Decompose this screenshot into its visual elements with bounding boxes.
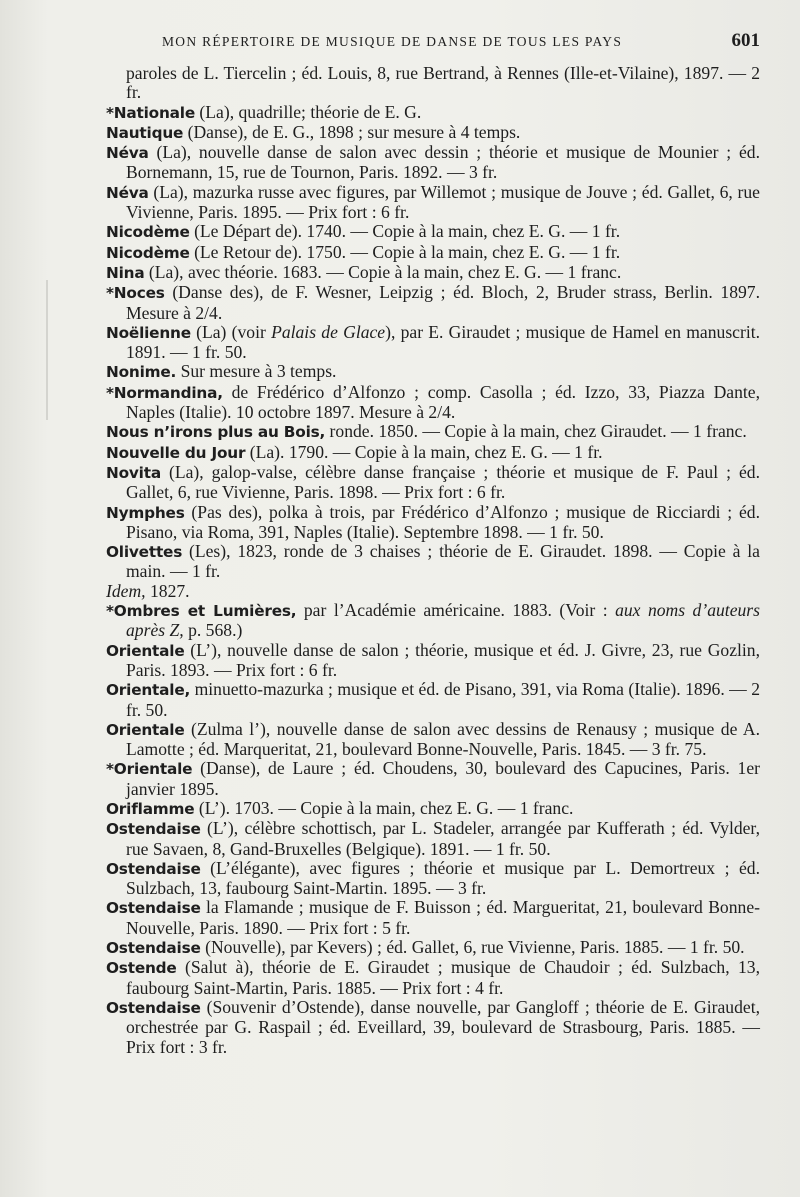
entry-text: (La), galop-valse, célèbre danse française ; théorie et musique de F. Paul ; éd. Gallet, 6, rue Vivienne, Paris. 1898. — Prix fort : 6 fr. [126, 461, 760, 503]
page-blemish [46, 280, 48, 420]
entry-text: (Souvenir d’Ostende), danse nouvelle, par Gangloff ; théorie de E. Giraudet, orchestrée par G. Raspail ; éd. Eveillard, 39, boulevard de Strasbourg, Paris. 1885. — Prix fort : 3 fr. [126, 996, 760, 1057]
entry-term: Nous n’irons plus au Bois, [106, 423, 326, 442]
dictionary-entry [106, 898, 760, 938]
entry-text: (L’élégante), avec figures ; théorie et musique par L. Demortreux ; éd. Sulzbach, 13, faubourg Saint-Martin. 1895. — 3 fr. [126, 857, 760, 899]
entry-text: (La), avec théorie. 1683. — Copie à la main, chez E. G. — 1 franc. [144, 261, 622, 282]
entry-term: *Orientale [106, 760, 193, 779]
entry-text: Sur mesure à 3 temps. [176, 361, 337, 382]
dictionary-entry [106, 503, 760, 543]
entry-text: 1827. [145, 580, 190, 601]
entry-text: ronde. 1850. — Copie à la main, chez Giraudet. — 1 franc. [325, 421, 747, 442]
entry-term: Orientale, [106, 681, 191, 700]
dictionary-entry [106, 720, 760, 760]
entry-term: Ostendaise [106, 859, 201, 878]
entry-term: Nina [106, 263, 145, 282]
entry-term: Olivettes [106, 543, 183, 562]
entry-term: Ostendaise [106, 899, 201, 918]
dictionary-entry [106, 362, 760, 382]
dictionary-entry [106, 123, 760, 143]
entry-text: de Frédérico d’Alfonzo ; comp. Casolla ; éd. Izzo, 33, Piazza Dante, Naples (Italie). 10 octobre 1897. Mesure à 2/4. [126, 381, 760, 423]
dictionary-entry [106, 263, 760, 283]
entry-text: la Flamande ; musique de F. Buisson ; éd. Margueritat, 21, boulevard Bonne-Nouvelle, Paris. 1890. — Prix fort : 5 fr. [126, 897, 760, 938]
entry-text: (Danse), de E. G., 1898 ; sur mesure à 4 temps. [183, 121, 521, 142]
entry-text: (Pas des), polka à trois, par Frédérico d’Alfonzo ; musique de Ricciardi ; éd. Pisano, via Roma, 391, Naples (Italie). Septembre 1898. — 1 fr. 50. [126, 501, 760, 542]
page-header [106, 30, 760, 64]
entry-term: Orientale [106, 720, 185, 739]
dictionary-entry [106, 283, 760, 323]
dictionary-entry [106, 383, 760, 423]
entry-text: (Salut à), théorie de E. Giraudet ; musique de Chaudoir ; éd. Sulzbach, 13, faubourg Saint-Martin, Paris. 1885. — Prix fort : 4 fr. [126, 957, 760, 998]
entry-term: Orientale [106, 641, 185, 660]
entry-text: p. 568.) [183, 620, 243, 641]
entry-term: Novita [106, 463, 161, 482]
entry-text: (Danse des), de F. Wesner, Leipzig ; éd. Bloch, 2, Bruder strass, Berlin. 1897. Mesure à 2/4. [126, 282, 760, 323]
entry-term: Oriflamme [106, 799, 195, 818]
entry-term: Nicodème [106, 243, 190, 262]
entry-term: Nymphes [106, 503, 185, 522]
entry-text: (Les), 1823, ronde de 3 chaises ; théorie de E. Giraudet. 1898. — Copie à la main. — 1 fr. [126, 541, 760, 582]
dictionary-entry [106, 799, 760, 819]
entry-italic-reference: Palais de Glace [271, 321, 386, 342]
entry-term: Ostende [106, 959, 177, 978]
entry-text: (La), nouvelle danse de salon avec dessin ; théorie et musique de Mounier ; éd. Bornemann, 15, rue de Tournon, Paris. 1892. — 3 fr. [126, 142, 760, 183]
entry-text: (La) (voir [190, 321, 272, 342]
entry-term: Noëlienne [106, 323, 191, 342]
dictionary-entry [106, 601, 760, 641]
dictionary-entry [106, 443, 760, 463]
entry-term: Nautique [106, 123, 184, 142]
dictionary-entry [106, 641, 760, 681]
dictionary-entry [106, 859, 760, 899]
dictionary-entry [106, 222, 760, 242]
page-number: 601 [731, 30, 760, 51]
dictionary-entry [106, 103, 760, 123]
dictionary-entry [106, 183, 760, 223]
entry-text: (Le Départ de). 1740. — Copie à la main, chez E. G. — 1 fr. [189, 221, 621, 242]
dictionary-entry [106, 422, 760, 442]
entry-text: (La). 1790. — Copie à la main, chez E. G. — 1 fr. [245, 441, 603, 462]
entry-term: Ostendaise [106, 939, 201, 958]
entry-term: Ostendaise [106, 820, 201, 839]
entry-italic-reference: aux noms d’auteurs après Z, [126, 600, 760, 641]
dictionary-entry [106, 938, 760, 958]
entry-text: ), par E. Giraudet ; musique de Hamel en manuscrit. 1891. — 1 fr. 50. [126, 321, 761, 363]
entry-term: Nonime. [106, 363, 177, 382]
dictionary-entry [106, 542, 760, 582]
entry-term: *Noces [106, 284, 165, 303]
entry-term: Idem, [106, 580, 146, 601]
entry-text: paroles de L. Tiercelin ; éd. Louis, 8, rue Bertrand, à Rennes (Ille-et-Vilaine), 1897. — 2 fr. [126, 63, 760, 103]
dictionary-entry [106, 323, 760, 363]
entry-text: (L’), nouvelle danse de salon ; théorie, musique et éd. J. Givre, 23, rue Gozlin, Paris. 1893. — Prix fort : 6 fr. [126, 639, 760, 680]
entry-text: (Nouvelle), par Kevers) ; éd. Gallet, 6, rue Vivienne, Paris. 1885. — 1 fr. 50. [200, 937, 745, 958]
entry-term: Nouvelle du Jour [106, 443, 246, 462]
entry-text: par l’Académie américaine. 1883. (Voir : [296, 600, 616, 621]
entry-term: Ostendaise [106, 998, 201, 1017]
dictionary-entry [106, 143, 760, 183]
entry-term: Néva [106, 183, 149, 202]
dictionary-entry [106, 463, 760, 503]
entry-text: (La), quadrille; théorie de E. G. [195, 101, 422, 122]
entry-term: *Ombres et Lumières, [106, 602, 297, 621]
entry-text: (La), mazurka russe avec figures, par Willemot ; musique de Jouve ; éd. Gallet, 6, rue Vivienne, Paris. 1895. — Prix fort : 6 fr. [126, 181, 760, 223]
dictionary-entry [106, 998, 760, 1057]
dictionary-entry [106, 958, 760, 998]
entry-list [106, 64, 760, 1057]
entry-term: *Nationale [106, 103, 196, 122]
dictionary-entry [106, 243, 760, 263]
dictionary-entry [106, 819, 760, 859]
entry-text: (L’), célèbre schottisch, par L. Stadeler, arrangée par Kufferath ; éd. Vylder, rue Savaen, 8, Gand-Bruxelles (Belgique). 1891. — 1 fr. 50. [126, 818, 760, 859]
entry-term: *Normandina, [106, 383, 223, 402]
entry-text: (Danse), de Laure ; éd. Choudens, 30, boulevard des Capucines, Paris. 1er janvier 1895. [126, 758, 760, 799]
dictionary-entry [106, 64, 760, 103]
entry-text: minuetto-mazurka ; musique et éd. de Pisano, 391, via Roma (Italie). 1896. — 2 fr. 50. [126, 679, 760, 720]
entry-term: Néva [106, 144, 149, 163]
dictionary-entry [106, 759, 760, 799]
entry-text: (Le Retour de). 1750. — Copie à la main, chez E. G. — 1 fr. [189, 241, 621, 262]
entry-term: Nicodème [106, 223, 190, 242]
dictionary-entry [106, 582, 760, 601]
dictionary-entry [106, 680, 760, 720]
entry-text: (Zulma l’), nouvelle danse de salon avec dessins de Renausy ; musique de A. Lamotte ; éd. Marqueritat, 21, boulevard Bonne-Nouvelle, Paris. 1845. — 3 fr. 75. [126, 718, 760, 760]
entry-text: (L’). 1703. — Copie à la main, chez E. G. — 1 franc. [194, 797, 574, 818]
running-title: MON RÉPERTOIRE DE MUSIQUE DE DANSE DE TOUS LES PAYS [162, 34, 623, 49]
